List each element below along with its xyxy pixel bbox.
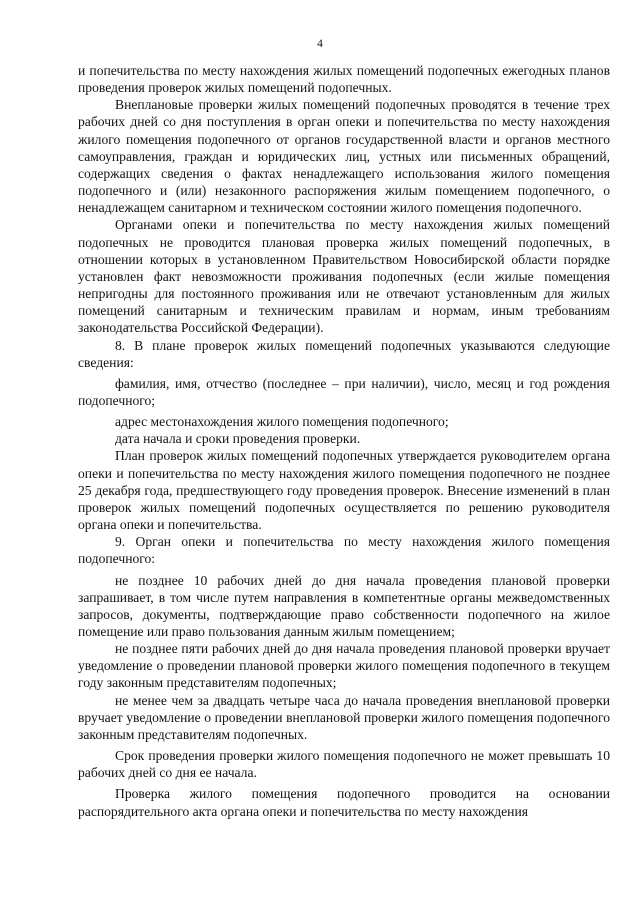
- list-item-document-request: не позднее 10 рабочих дней до дня начала проведения плановой проверки запрашивает, в том числе путем направления в компетентные органы межведомственных запросов, документы, подтверждающие право собственности подопечного на жилое помещение или право пользования данным жилым помещением;: [78, 572, 610, 639]
- list-item-dates: дата начала и сроки проведения проверки.: [115, 431, 361, 447]
- document-body: [78, 62, 610, 820]
- paragraph-unscheduled-inspections: Внеплановые проверки жилых помещений подопечных проводятся в течение трех рабочих дней со дня поступления в орган опеки и попечительства по месту нахождения жилого помещения подопечного от органов государственной власти и органов местного самоуправления, граждан и юридических лиц, устных или письменных обращений, содержащих сведения о фактах ненадлежащего использования жилого помещения подопечного и (или) незаконного распоряжения жилым помещением подопечного, о ненадлежащем санитарном и техническом состоянии жилого помещения подопечного.: [78, 97, 610, 216]
- paragraph-inspection-term: Срок проведения проверки жилого помещения подопечного не может превышать 10 рабочих дней со дня ее начала.: [78, 748, 610, 781]
- list-item-unscheduled-notice: не менее чем за двадцать четыре часа до начала проведения внеплановой проверки вручает уведомление о проведении внеплановой проверки жилого помещения подопечного законным представителям подопечных.: [78, 692, 610, 742]
- list-item-address: адрес местонахождения жилого помещения подопечного;: [115, 414, 449, 430]
- paragraph-no-planned-inspection: Органами опеки и попечительства по месту нахождения жилых помещений подопечных не проводится плановая проверка жилых помещений подопечных, в отношении которых в установленном Правительством Новосибирской области порядке установлен факт невозможности проживания подопечных (если жилые помещения непригодны для постоянного проживания или не отвечают установленным для жилых помещений санитарным и техническим правилам и нормам, иным требованиям законодательства Российской Федерации).: [78, 217, 610, 336]
- paragraph-item-9: 9. Орган опеки и попечительства по месту нахождения жилого помещения подопечного:: [78, 534, 610, 567]
- page-number: 4: [317, 38, 323, 50]
- paragraph-continuation: и попечительства по месту нахождения жилых помещений подопечных ежегодных планов проведения проверок жилых помещений подопечных.: [78, 63, 610, 96]
- paragraph-item-8: 8. В плане проверок жилых помещений подопечных указываются следующие сведения:: [78, 337, 610, 370]
- list-item-planned-notice: не позднее пяти рабочих дней до дня начала проведения плановой проверки вручает уведомление о проведении плановой проверки жилого помещения подопечного в текущем году законным представителям подопечных;: [78, 641, 610, 691]
- paragraph-plan-approval: План проверок жилых помещений подопечных утверждается руководителем органа опеки и попечительства по месту нахождения жилого помещения подопечного не позднее 25 декабря года, предшествующего году проведения проверок. Внесение изменений в план проверок жилых помещений подопечных осуществляется по решению руководителя органа опеки и попечительства.: [78, 448, 610, 533]
- list-item-full-name: фамилия, имя, отчество (последнее – при наличии), число, месяц и год рождения подопечного;: [78, 375, 610, 408]
- paragraph-inspection-basis: Проверка жилого помещения подопечного проводится на основании распорядительного акта органа опеки и попечительства по месту нахождения: [78, 786, 610, 819]
